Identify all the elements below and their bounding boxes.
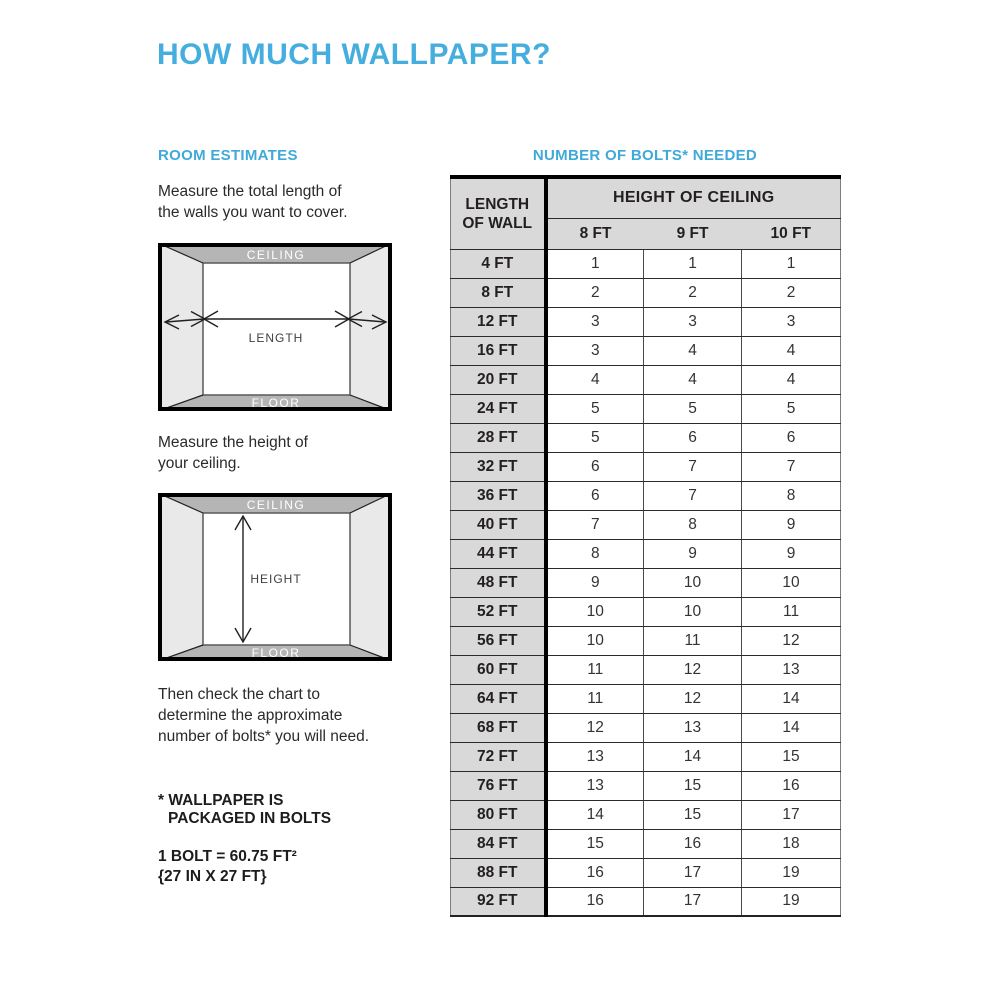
bolt-count-cell: 13 bbox=[644, 713, 742, 742]
bolt-count-cell: 17 bbox=[742, 800, 841, 829]
room-length-diagram bbox=[158, 243, 392, 411]
bolt-count-cell: 19 bbox=[742, 858, 841, 887]
wall-length-cell: 36 FT bbox=[451, 481, 546, 510]
table-header-row bbox=[451, 177, 841, 218]
instruction-chart bbox=[158, 684, 369, 747]
wall-length-cell: 24 FT bbox=[451, 394, 546, 423]
bolt-count-cell: 11 bbox=[742, 597, 841, 626]
table-row bbox=[451, 307, 841, 336]
bolt-count-cell: 16 bbox=[644, 829, 742, 858]
left-wall-panel bbox=[158, 493, 203, 661]
bolt-count-cell: 4 bbox=[644, 365, 742, 394]
bolts-needed-heading: NUMBER OF BOLTS* NEEDED bbox=[532, 147, 758, 164]
table-row bbox=[451, 568, 841, 597]
text-line: LENGTH bbox=[465, 195, 530, 213]
right-wall-panel bbox=[350, 493, 392, 661]
bolt-count-cell: 2 bbox=[742, 278, 841, 307]
bolt-count-cell: 7 bbox=[546, 510, 644, 539]
instruction-height bbox=[158, 432, 308, 474]
table-row bbox=[451, 684, 841, 713]
table-row bbox=[451, 887, 841, 916]
wall-length-cell: 40 FT bbox=[451, 510, 546, 539]
bolt-count-cell: 4 bbox=[742, 365, 841, 394]
bolt-count-cell: 11 bbox=[546, 684, 644, 713]
wall-length-cell: 16 FT bbox=[451, 336, 546, 365]
table-row bbox=[451, 365, 841, 394]
bolt-count-cell: 19 bbox=[742, 887, 841, 916]
bolt-count-cell: 7 bbox=[644, 452, 742, 481]
bolt-count-cell: 5 bbox=[644, 394, 742, 423]
table-row bbox=[451, 829, 841, 858]
text-line: your ceiling. bbox=[158, 455, 241, 472]
text-line: determine the approximate bbox=[158, 707, 343, 724]
table-row bbox=[451, 771, 841, 800]
bolt-count-cell: 4 bbox=[742, 336, 841, 365]
bolt-count-cell: 1 bbox=[644, 249, 742, 278]
bolt-count-cell: 6 bbox=[546, 481, 644, 510]
bolt-count-cell: 2 bbox=[546, 278, 644, 307]
wall-length-cell: 32 FT bbox=[451, 452, 546, 481]
wall-length-cell: 72 FT bbox=[451, 742, 546, 771]
table-row bbox=[451, 278, 841, 307]
wall-length-cell: 76 FT bbox=[451, 771, 546, 800]
bolt-count-cell: 6 bbox=[546, 452, 644, 481]
ceiling-label: CEILING bbox=[246, 498, 306, 512]
bolt-count-cell: 16 bbox=[742, 771, 841, 800]
floor-label: FLOOR bbox=[251, 646, 301, 660]
bolt-count-cell: 12 bbox=[742, 626, 841, 655]
wall-length-cell: 92 FT bbox=[451, 887, 546, 916]
text-line: OF WALL bbox=[462, 214, 533, 232]
wall-length-cell: 28 FT bbox=[451, 423, 546, 452]
text-line: * WALLPAPER IS bbox=[158, 792, 284, 809]
table-row bbox=[451, 452, 841, 481]
col-header-8ft: 8 FT bbox=[546, 218, 644, 249]
bolt-count-cell: 15 bbox=[546, 829, 644, 858]
bolt-count-cell: 6 bbox=[644, 423, 742, 452]
bolt-count-cell: 15 bbox=[742, 742, 841, 771]
bolt-count-cell: 4 bbox=[644, 336, 742, 365]
bolt-count-cell: 9 bbox=[742, 510, 841, 539]
bolt-count-cell: 8 bbox=[644, 510, 742, 539]
text-line: Measure the height of bbox=[158, 434, 308, 451]
room-height-diagram bbox=[158, 493, 392, 661]
text-line: the walls you want to cover. bbox=[158, 204, 348, 221]
bolt-count-cell: 12 bbox=[644, 655, 742, 684]
text-line: 1 BOLT = 60.75 FT² bbox=[158, 848, 297, 865]
bolt-count-cell: 12 bbox=[644, 684, 742, 713]
bolt-table bbox=[450, 175, 841, 917]
bolt-count-cell: 16 bbox=[546, 887, 644, 916]
left-wall-panel bbox=[158, 243, 203, 411]
instruction-length bbox=[158, 181, 348, 223]
wall-length-cell: 80 FT bbox=[451, 800, 546, 829]
bolt-count-cell: 11 bbox=[546, 655, 644, 684]
bolt-count-cell: 6 bbox=[742, 423, 841, 452]
back-wall bbox=[203, 263, 350, 395]
room-estimates-heading: ROOM ESTIMATES bbox=[158, 147, 298, 164]
right-wall-panel bbox=[350, 243, 392, 411]
page-title: HOW MUCH WALLPAPER? bbox=[157, 38, 551, 71]
col-header-9ft: 9 FT bbox=[644, 218, 742, 249]
floor-label: FLOOR bbox=[251, 396, 301, 410]
wall-length-cell: 64 FT bbox=[451, 684, 546, 713]
bolt-count-cell: 3 bbox=[546, 336, 644, 365]
bolt-count-cell: 15 bbox=[644, 800, 742, 829]
wall-length-cell: 48 FT bbox=[451, 568, 546, 597]
bolt-count-cell: 5 bbox=[546, 423, 644, 452]
bolt-count-cell: 17 bbox=[644, 858, 742, 887]
table-row bbox=[451, 423, 841, 452]
bolt-count-cell: 2 bbox=[644, 278, 742, 307]
bolt-count-cell: 15 bbox=[644, 771, 742, 800]
table-row bbox=[451, 249, 841, 278]
wall-length-cell: 44 FT bbox=[451, 539, 546, 568]
bolt-count-cell: 4 bbox=[546, 365, 644, 394]
wall-length-cell: 12 FT bbox=[451, 307, 546, 336]
wall-length-cell: 68 FT bbox=[451, 713, 546, 742]
table-row bbox=[451, 539, 841, 568]
wall-length-cell: 52 FT bbox=[451, 597, 546, 626]
bolt-count-cell: 3 bbox=[644, 307, 742, 336]
bolt-count-cell: 10 bbox=[546, 597, 644, 626]
bolt-count-cell: 3 bbox=[546, 307, 644, 336]
table-row bbox=[451, 742, 841, 771]
text-line: {27 IN X 27 FT} bbox=[158, 868, 267, 885]
table-row bbox=[451, 597, 841, 626]
bolt-count-cell: 14 bbox=[546, 800, 644, 829]
bolt-count-cell: 9 bbox=[644, 539, 742, 568]
bolt-count-cell: 12 bbox=[546, 713, 644, 742]
bolt-count-cell: 8 bbox=[546, 539, 644, 568]
bolt-count-cell: 10 bbox=[742, 568, 841, 597]
col-header-length-of-wall bbox=[451, 177, 546, 249]
text-line: number of bolts* you will need. bbox=[158, 728, 370, 745]
bolt-count-cell: 1 bbox=[742, 249, 841, 278]
bolt-count-cell: 14 bbox=[644, 742, 742, 771]
wall-length-cell: 60 FT bbox=[451, 655, 546, 684]
bolt-count-cell: 8 bbox=[742, 481, 841, 510]
bolt-count-cell: 10 bbox=[546, 626, 644, 655]
table-row bbox=[451, 394, 841, 423]
footnote-wallpaper-bolts bbox=[158, 792, 331, 828]
text-line: PACKAGED IN BOLTS bbox=[168, 810, 332, 827]
table-row bbox=[451, 626, 841, 655]
text-line: Measure the total length of bbox=[158, 183, 342, 200]
bolt-count-cell: 17 bbox=[644, 887, 742, 916]
bolt-count-cell: 13 bbox=[546, 742, 644, 771]
footnote-bolt-size bbox=[158, 847, 297, 887]
bolt-count-cell: 10 bbox=[644, 597, 742, 626]
bolt-count-cell: 11 bbox=[644, 626, 742, 655]
wall-length-cell: 20 FT bbox=[451, 365, 546, 394]
bolt-count-cell: 10 bbox=[644, 568, 742, 597]
bolt-count-cell: 13 bbox=[742, 655, 841, 684]
table-row bbox=[451, 336, 841, 365]
table-row bbox=[451, 510, 841, 539]
bolt-count-cell: 3 bbox=[742, 307, 841, 336]
text-line: Then check the chart to bbox=[158, 686, 320, 703]
length-label: LENGTH bbox=[248, 331, 304, 345]
bolt-count-cell: 9 bbox=[546, 568, 644, 597]
bolt-count-cell: 1 bbox=[546, 249, 644, 278]
wall-length-cell: 8 FT bbox=[451, 278, 546, 307]
bolt-count-cell: 14 bbox=[742, 713, 841, 742]
bolt-count-cell: 13 bbox=[546, 771, 644, 800]
wall-length-cell: 56 FT bbox=[451, 626, 546, 655]
bolt-count-cell: 7 bbox=[742, 452, 841, 481]
table-row bbox=[451, 713, 841, 742]
wall-length-cell: 4 FT bbox=[451, 249, 546, 278]
bolt-count-cell: 7 bbox=[644, 481, 742, 510]
bolt-count-cell: 5 bbox=[546, 394, 644, 423]
col-header-height-of-ceiling: HEIGHT OF CEILING bbox=[546, 177, 841, 218]
ceiling-label: CEILING bbox=[246, 248, 306, 262]
bolt-count-cell: 18 bbox=[742, 829, 841, 858]
wall-length-cell: 88 FT bbox=[451, 858, 546, 887]
wall-length-cell: 84 FT bbox=[451, 829, 546, 858]
table-row bbox=[451, 481, 841, 510]
table-row bbox=[451, 858, 841, 887]
bolt-count-cell: 14 bbox=[742, 684, 841, 713]
col-header-10ft: 10 FT bbox=[742, 218, 841, 249]
table-row bbox=[451, 800, 841, 829]
bolt-count-cell: 16 bbox=[546, 858, 644, 887]
bolt-count-cell: 9 bbox=[742, 539, 841, 568]
bolt-table-body bbox=[451, 249, 841, 916]
height-label: HEIGHT bbox=[250, 572, 302, 586]
bolt-count-cell: 5 bbox=[742, 394, 841, 423]
table-row bbox=[451, 655, 841, 684]
